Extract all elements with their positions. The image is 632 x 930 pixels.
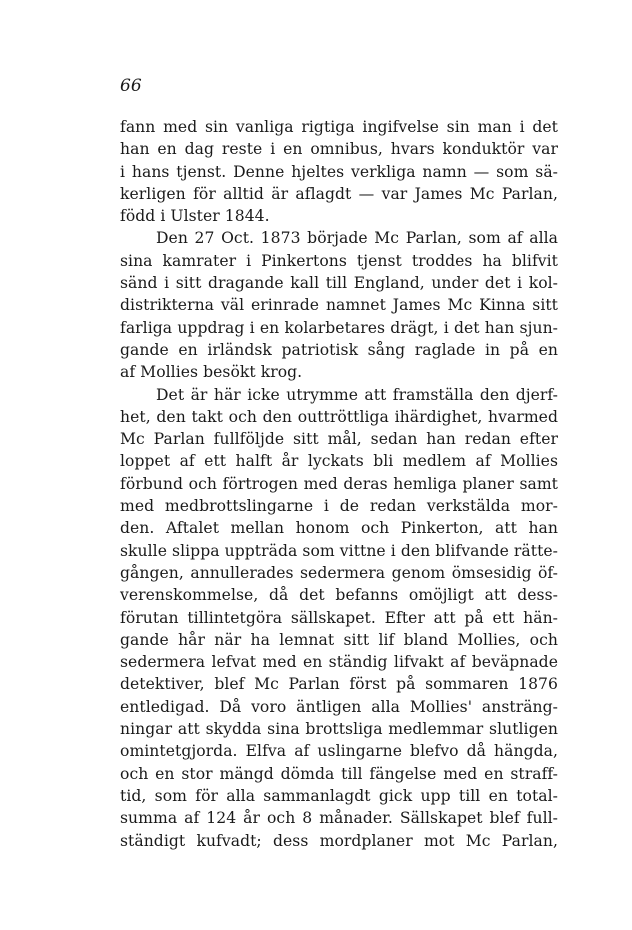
text-line: skulle slippa uppträda som vittne i den blifvande rätte- xyxy=(120,541,558,560)
text-line: född i Ulster 1844. xyxy=(120,207,270,226)
text-line: i hans tjenst. Denne hjeltes verkliga namn — som sä- xyxy=(120,162,558,181)
page-number: 66 xyxy=(120,76,142,96)
text-line: gande en irländsk patriotisk sång raglade in på en xyxy=(120,340,558,359)
text-line: sina kamrater i Pinkertons tjenst troddes ha blifvit xyxy=(120,251,558,270)
text-line: förutan tillintetgöra sällskapet. Efter att på ett hän- xyxy=(120,608,558,627)
text-line: verenskommelse, då det befanns omöjligt att dess- xyxy=(120,586,558,605)
text-line: sänd i sitt dragande kall till England, under det i kol- xyxy=(120,274,558,293)
text-line: med medbrottslingarne i de redan verkstälda mor- xyxy=(120,497,558,516)
text-line: gande hår när ha lemnat sitt lif bland Mollies, och xyxy=(120,630,558,649)
text-line: och en stor mängd dömda till fängelse med en straff- xyxy=(120,764,558,783)
text-line: han en dag reste i en omnibus, hvars konduktör var xyxy=(120,140,558,159)
text-line: af Mollies besökt krog. xyxy=(120,363,303,382)
text-line: omintetgjorda. Elfva af uslingarne blefvo då hängda, xyxy=(120,742,558,761)
text-line: het, den takt och den outtröttliga ihärdighet, hvarmed xyxy=(120,407,558,426)
text-line: sedermera lefvat med en ständig lifvakt af beväpnade xyxy=(120,653,558,672)
body-text xyxy=(120,116,558,852)
text-line: summa af 124 år och 8 månader. Sällskapet blef full- xyxy=(120,809,558,828)
text-line: Den 27 Oct. 1873 började Mc Parlan, som af alla xyxy=(156,229,558,248)
text-line: loppet af ett halft år lyckats bli medlem af Mollies xyxy=(120,452,558,471)
text-line: detektiver, blef Mc Parlan först på sommaren 1876 xyxy=(120,675,558,694)
text-line: ningar att skydda sina brottsliga medlemmar slutligen xyxy=(120,720,558,739)
text-line: ständigt kufvadt; dess mordplaner mot Mc Parlan, xyxy=(120,831,558,850)
text-line: fann med sin vanliga rigtiga ingifvelse sin man i det xyxy=(120,118,558,136)
text-line: tid, som för alla sammanlagdt gick upp till en total- xyxy=(120,786,558,805)
text-line: kerligen för alltid är aflagdt — var James Mc Parlan, xyxy=(120,184,558,203)
text-line: Det är här icke utrymme att framställa den djerf- xyxy=(156,385,558,404)
text-line: distrikterna väl erinrade namnet James Mc Kinna sitt xyxy=(120,296,558,315)
text-line: farliga uppdrag i en kolarbetares drägt, i det han sjun- xyxy=(120,318,558,337)
text-line: förbund och förtrogen med deras hemliga planer samt xyxy=(120,474,558,493)
text-line: den. Aftalet mellan honom och Pinkerton, att han xyxy=(120,519,558,538)
text-line: Mc Parlan fullföljde sitt mål, sedan han redan efter xyxy=(120,430,558,449)
text-line: gången, annullerades sedermera genom ömsesidig öf- xyxy=(120,563,558,582)
text-line: entledigad. Då voro äntligen alla Mollies' ansträng- xyxy=(120,697,558,716)
